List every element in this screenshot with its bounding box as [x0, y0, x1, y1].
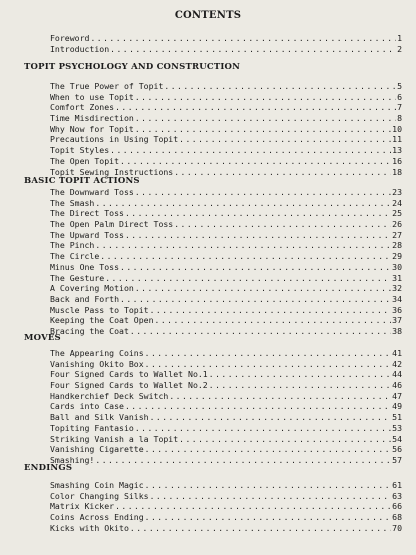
dot-leader — [130, 524, 391, 535]
entry-title: Kicks with Okito — [50, 522, 129, 533]
toc-entry — [50, 294, 402, 305]
entry-title: Precautions in Using Topit — [50, 134, 179, 145]
section-list-basic-actions — [50, 187, 402, 337]
toc-entry — [50, 230, 402, 241]
entry-page-number: 34 — [392, 293, 402, 304]
toc-entry — [50, 359, 402, 370]
toc-entry — [50, 262, 402, 273]
entry-page-number: 51 — [392, 412, 402, 423]
entry-page-number: 29 — [392, 251, 402, 262]
entry-page-number: 57 — [392, 454, 402, 465]
dot-leader — [164, 82, 396, 93]
dot-leader — [110, 45, 396, 56]
entry-title: The Smash — [50, 197, 95, 208]
toc-entry — [50, 491, 402, 502]
dot-leader — [179, 135, 391, 146]
entry-title: The Open Topit — [50, 155, 120, 166]
toc-entry — [50, 523, 402, 534]
entry-title: Color Changing Silks — [50, 490, 149, 501]
entry-title: Vanishing Cigarette — [50, 444, 144, 455]
entry-title: The Upward Toss — [50, 229, 124, 240]
dot-leader — [135, 114, 396, 125]
entry-title: Handkerchief Deck Switch — [50, 390, 169, 401]
toc-entry — [50, 102, 402, 113]
entry-page-number: 8 — [397, 113, 402, 124]
entry-title: Coins Across Ending — [50, 512, 144, 523]
entry-page-number: 5 — [397, 81, 402, 91]
section-heading-endings: ENDINGS — [24, 463, 73, 473]
entry-title: Smashing Coin Magic — [50, 480, 144, 490]
toc-entry — [50, 480, 402, 491]
entry-title: Matrix Kicker — [50, 501, 115, 512]
entry-title: Keeping the Coat Open — [50, 315, 154, 326]
entry-page-number: 24 — [392, 197, 402, 208]
toc-entry — [50, 198, 402, 209]
section-list-moves — [50, 348, 402, 466]
toc-entry — [50, 240, 402, 251]
dot-leader — [135, 93, 396, 104]
toc-entry — [50, 33, 402, 44]
dot-leader — [145, 349, 391, 360]
entry-page-number: 56 — [392, 444, 402, 455]
dot-leader — [115, 103, 396, 114]
dot-leader — [125, 402, 391, 413]
entry-page-number: 18 — [392, 166, 402, 177]
entry-title: The Downward Toss — [50, 187, 134, 197]
entry-title: The Pinch — [50, 240, 95, 251]
entry-title: Topiting Fantasio — [50, 422, 134, 433]
entry-title: Time Misdirection — [50, 113, 134, 124]
dot-leader — [110, 146, 391, 157]
dot-leader — [135, 188, 391, 199]
dot-leader — [155, 316, 392, 327]
entry-page-number: 47 — [392, 390, 402, 401]
toc-entry — [50, 113, 402, 124]
entry-page-number: 68 — [392, 512, 402, 523]
entry-title: When to use Topit — [50, 91, 134, 102]
entry-page-number: 53 — [392, 422, 402, 433]
entry-title: Bracing the Coat — [50, 325, 129, 336]
toc-entry — [50, 455, 402, 466]
toc-entry — [50, 251, 402, 262]
entry-page-number: 61 — [392, 480, 402, 490]
toc-entry — [50, 44, 402, 55]
entry-title: Ball and Silk Vanish — [50, 412, 149, 423]
entry-page-number: 31 — [392, 272, 402, 283]
dot-leader — [145, 513, 391, 524]
section-heading-basic-actions: BASIC TOPIT ACTIONS — [24, 176, 140, 186]
toc-entry — [50, 412, 402, 423]
toc-entry — [50, 219, 402, 230]
entry-title: Four Signed Cards to Wallet No.1 — [50, 369, 208, 380]
toc-entry — [50, 156, 402, 167]
entry-page-number: 66 — [392, 501, 402, 512]
entry-page-number: 32 — [392, 283, 402, 294]
dot-leader — [120, 263, 391, 274]
entry-page-number: 10 — [392, 123, 402, 134]
entry-page-number: 25 — [392, 208, 402, 219]
toc-entry — [50, 512, 402, 523]
entry-page-number: 54 — [392, 433, 402, 444]
section-list-psychology — [50, 81, 402, 177]
entry-title: Minus One Toss — [50, 261, 120, 272]
dot-leader — [105, 274, 391, 285]
entry-page-number: 16 — [392, 155, 402, 166]
toc-entry — [50, 208, 402, 219]
dot-leader — [115, 502, 391, 513]
dot-leader — [179, 435, 391, 446]
toc-entry — [50, 305, 402, 316]
entry-page-number: 6 — [397, 91, 402, 102]
toc-entry — [50, 315, 402, 326]
entry-title: Introduction — [50, 43, 110, 54]
entry-title: The True Power of Topit — [50, 81, 164, 91]
dot-leader — [95, 199, 391, 210]
entry-page-number: 7 — [397, 102, 402, 113]
entry-page-number: 1 — [397, 33, 402, 43]
dot-leader — [150, 413, 392, 424]
entry-page-number: 44 — [392, 369, 402, 380]
entry-page-number: 38 — [392, 325, 402, 336]
dot-leader — [174, 168, 391, 179]
toc-entry — [50, 81, 402, 92]
dot-leader — [130, 327, 391, 338]
entry-title: The Open Palm Direct Toss — [50, 219, 174, 230]
dot-leader — [169, 392, 391, 403]
toc-entry — [50, 348, 402, 359]
toc-entry — [50, 145, 402, 156]
entry-page-number: 2 — [397, 43, 402, 54]
entry-page-number: 28 — [392, 240, 402, 251]
toc-entry — [50, 124, 402, 135]
entry-title: Back and Forth — [50, 293, 120, 304]
toc-entry — [50, 369, 402, 380]
toc-entry — [50, 444, 402, 455]
dot-leader — [209, 381, 391, 392]
dot-leader — [95, 456, 391, 467]
entry-title: The Appearing Coins — [50, 348, 144, 358]
entry-title: Smashing! — [50, 454, 95, 465]
entry-page-number: 70 — [392, 522, 402, 533]
dot-leader — [90, 34, 396, 45]
dot-leader — [150, 492, 392, 503]
section-heading-moves: MOVES — [24, 333, 61, 343]
toc-entry — [50, 423, 402, 434]
dot-leader — [209, 370, 391, 381]
toc-entry — [50, 380, 402, 391]
entry-page-number: 36 — [392, 304, 402, 315]
entry-title: The Circle — [50, 251, 100, 262]
dot-leader — [135, 284, 391, 295]
dot-leader — [95, 241, 391, 252]
entry-page-number: 42 — [392, 358, 402, 369]
toc-entry — [50, 92, 402, 103]
entry-title: Foreword — [50, 33, 90, 43]
dot-leader — [150, 306, 392, 317]
intro-list — [50, 33, 402, 54]
entry-page-number: 11 — [392, 134, 402, 145]
toc-entry — [50, 326, 402, 337]
entry-title: Comfort Zones — [50, 102, 115, 113]
section-heading-psychology: TOPIT PSYCHOLOGY AND CONSTRUCTION — [24, 62, 241, 72]
entry-title: Why Now for Topit — [50, 123, 134, 134]
toc-entry — [50, 434, 402, 445]
entry-title: The Gesture — [50, 272, 105, 283]
toc-entry — [50, 283, 402, 294]
dot-leader — [145, 445, 391, 456]
dot-leader — [100, 252, 391, 263]
entry-title: Topit Sewing Instructions — [50, 166, 174, 177]
toc-entry — [50, 501, 402, 512]
dot-leader — [120, 295, 391, 306]
toc-entry — [50, 187, 402, 198]
entry-page-number: 46 — [392, 380, 402, 391]
entry-page-number: 30 — [392, 261, 402, 272]
section-list-endings — [50, 480, 402, 533]
entry-page-number: 27 — [392, 229, 402, 240]
entry-page-number: 23 — [392, 187, 402, 197]
entry-page-number: 26 — [392, 219, 402, 230]
entry-page-number: 41 — [392, 348, 402, 358]
entry-title: Striking Vanish a la Topit — [50, 433, 179, 444]
toc-entry — [50, 134, 402, 145]
page-title: CONTENTS — [174, 10, 242, 21]
toc-entry — [50, 273, 402, 284]
dot-leader — [174, 220, 391, 231]
entry-page-number: 13 — [392, 145, 402, 156]
toc-entry — [50, 401, 402, 412]
entry-page-number: 37 — [392, 315, 402, 326]
dot-leader — [145, 481, 391, 492]
toc-entry — [50, 391, 402, 402]
entry-page-number: 49 — [392, 401, 402, 412]
entry-page-number: 63 — [392, 490, 402, 501]
entry-title: Vanishing Okito Box — [50, 358, 144, 369]
dot-leader — [125, 231, 391, 242]
entry-title: Cards into Case — [50, 401, 124, 412]
entry-title: A Covering Motion — [50, 283, 134, 294]
entry-title: Muscle Pass to Topit — [50, 304, 149, 315]
entry-title: Four Signed Cards to Wallet No.2 — [50, 380, 208, 391]
entry-title: The Direct Toss — [50, 208, 124, 219]
entry-title: Topit Styles — [50, 145, 110, 156]
